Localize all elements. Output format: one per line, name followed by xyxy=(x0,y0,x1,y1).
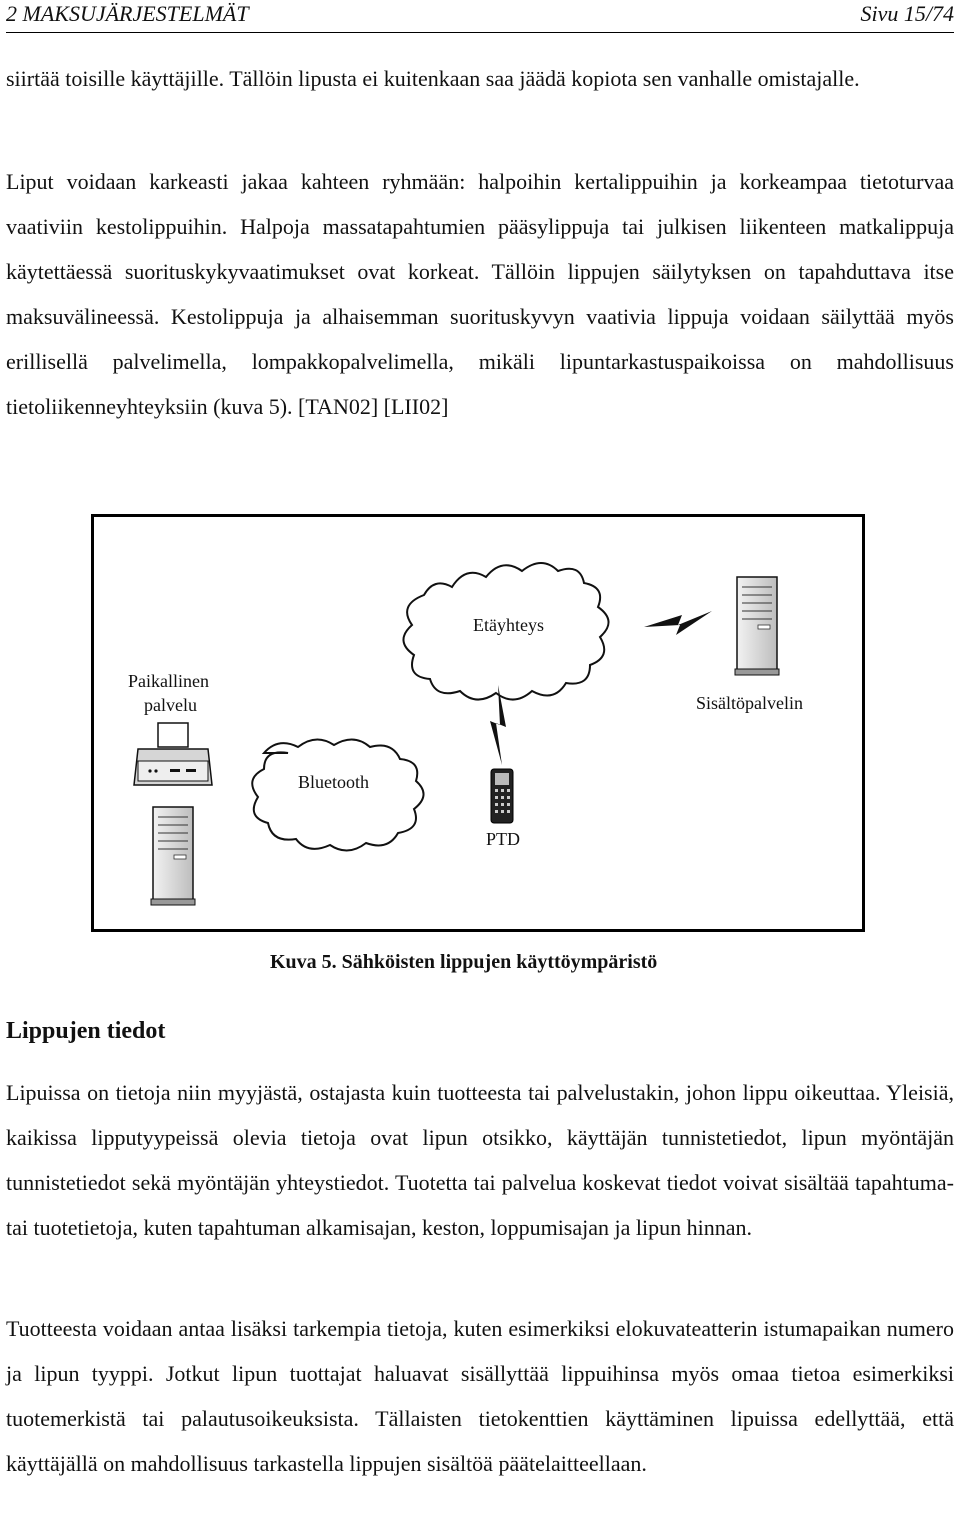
label-local-line1: Paikallinen xyxy=(128,671,209,691)
server-tower-icon xyxy=(735,577,779,675)
page-header xyxy=(6,0,954,33)
label-ptd: PTD xyxy=(486,829,521,849)
lightning-icon xyxy=(644,611,712,635)
section-heading: Lippujen tiedot xyxy=(6,1018,166,1044)
server-tower-icon xyxy=(151,807,195,905)
paragraph-2: Liput voidaan karkeasti jakaa kahteen ryhmään: halpoihin kertalippuihin ja korkeampaa tietoturvaa vaativiin kestolippuihin. Halpoja massatapahtumien pääsylippuja tai julkisen liikenteen matkalippuja käytettäessä suorituskykyvaatimukset ovat korkeat. Tällöin lippujen säilytyksen on tapahduttava itse maksuvälineessä. Kestolippuja ja alhaisemman suorituskyvyn vaativia lippuja voidaan säilyttää myös erillisellä palvelimella, lompakkopalvelimella, mikäli lipuntarkastuspaikoissa on mahdollisuus tietoliikenneyhteyksiin (kuva 5). [TAN02] [LII02] xyxy=(6,169,954,419)
page-number: Sivu 15/74 xyxy=(860,1,954,26)
figure-caption: Kuva 5. Sähköisten lippujen käyttöympäristö xyxy=(270,951,658,973)
cloud-icon xyxy=(252,739,423,850)
paragraph-4: Tuotteesta voidaan antaa lisäksi tarkempia tietoja, kuten esimerkiksi elokuvateatterin istumapaikan numero ja lipun tyyppi. Jotkut lipun tuottajat haluavat sisällyttää lippuihinsa myös omaa tietoa esimerkiksi tuotemerkistä tai palautusoikeuksista. Tällaisten tietokenttien käyttäminen lipuissa edellyttää, että käyttäjällä on mahdollisuus tarkastella lippujen sisältöä päätelaitteellaan. xyxy=(6,1316,954,1476)
label-remote: Etäyhteys xyxy=(473,615,544,635)
mobile-phone-icon xyxy=(491,769,513,823)
chapter-title: 2 MAKSUJÄRJESTELMÄT xyxy=(6,1,249,26)
paragraph-3: Lipuissa on tietoja niin myyjästä, ostajasta kuin tuotteesta tai palvelustakin, johon lippu oikeuttaa. Yleisiä, kaikissa lipputyypeissä olevia tietoja ovat lipun otsikko, käyttäjän tunnistetiedot, lipun myöntäjän tunnistetiedot sekä myöntäjän yhteystiedot. Tuotetta tai palvelua koskevat tiedot voivat sisältää tapahtuma- tai tuotetietoja, kuten tapahtuman alkamisajan, keston, loppumisajan ja lipun hinnan. xyxy=(6,1080,954,1240)
diagram-canvas xyxy=(94,517,862,929)
label-bluetooth: Bluetooth xyxy=(298,772,369,792)
figure-diagram xyxy=(91,514,865,932)
printer-icon xyxy=(134,723,212,785)
label-local-line2: palvelu xyxy=(144,695,197,715)
paragraph-1: siirtää toisille käyttäjille. Tällöin lipusta ei kuitenkaan saa jäädä kopiota sen vanhalle omistajalle. xyxy=(6,66,860,91)
label-content-server: Sisältöpalvelin xyxy=(696,693,803,713)
